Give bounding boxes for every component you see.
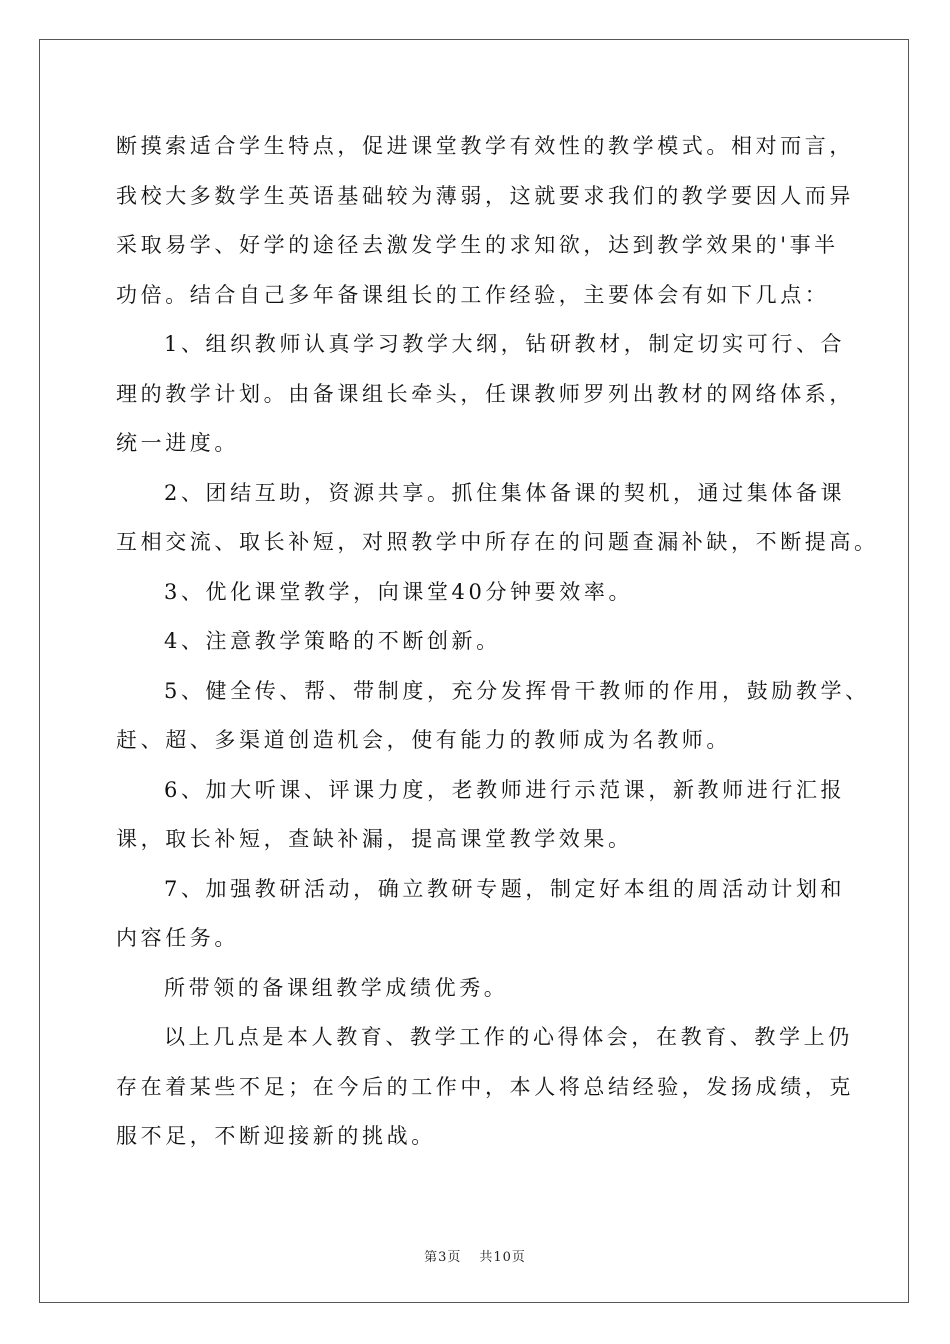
page-total: 共10页 xyxy=(479,1250,526,1265)
paragraph-item-7 xyxy=(116,865,856,964)
text-line: 7、加强教研活动，确立教研专题，制定好本组的周活动计划和 xyxy=(164,876,846,901)
paragraph-item-3 xyxy=(116,568,856,618)
text-line: 所带领的备课组教学成绩优秀。 xyxy=(164,975,509,1000)
text-line: 我校大多数学生英语基础较为薄弱，这就要求我们的教学要因人而异 xyxy=(116,183,854,208)
paragraph-results xyxy=(116,964,856,1014)
text-line: 服不足，不断迎接新的挑战。 xyxy=(116,1124,436,1148)
text-line: 采取易学、好学的途径去激发学生的求知欲，达到教学效果的'事半 xyxy=(116,233,839,257)
paragraph-item-1 xyxy=(116,320,856,469)
page-footer xyxy=(0,1246,950,1265)
page-number: 第3页 xyxy=(424,1250,462,1265)
text-line: 2、团结互助，资源共享。抓住集体备课的契机，通过集体备课 xyxy=(164,480,846,505)
text-line: 断摸索适合学生特点，促进课堂教学有效性的教学模式。相对而言， xyxy=(116,134,854,158)
text-line: 1、组织教师认真学习教学大纲，钻研教材，制定切实可行、合 xyxy=(164,332,846,356)
paragraph-item-6 xyxy=(116,766,856,865)
text-line: 课，取长补短，查缺补漏，提高课堂教学效果。 xyxy=(116,827,633,851)
text-line: 5、健全传、帮、带制度，充分发挥骨干教师的作用，鼓励教学、 xyxy=(164,678,870,703)
text-line: 赶、超、多渠道创造机会，使有能力的教师成为名教师。 xyxy=(116,728,731,752)
document-body xyxy=(116,122,879,1162)
text-line: 以上几点是本人教育、教学工作的心得体会，在教育、教学上仍 xyxy=(164,1025,853,1049)
text-line: 3、优化课堂教学，向课堂40分钟要效率。 xyxy=(164,579,634,604)
text-line: 6、加大听课、评课力度，老教师进行示范课，新教师进行汇报 xyxy=(164,777,846,802)
text-line: 4、注意教学策略的不断创新。 xyxy=(164,629,501,653)
text-line: 理的教学计划。由备课组长牵头，任课教师罗列出教材的网络体系， xyxy=(116,381,854,406)
text-line: 统一进度。 xyxy=(116,431,239,455)
paragraph-intro xyxy=(116,122,856,320)
text-line: 存在着某些不足；在今后的工作中，本人将总结经验，发扬成绩，克 xyxy=(116,1074,854,1099)
text-line: 内容任务。 xyxy=(116,926,239,950)
text-line: 功倍。结合自己多年备课组长的工作经验，主要体会有如下几点： xyxy=(116,282,830,307)
paragraph-conclusion xyxy=(116,1013,856,1162)
paragraph-item-2 xyxy=(116,469,879,568)
paragraph-item-4 xyxy=(116,617,856,667)
text-line: 互相交流、取长补短，对照教学中所存在的问题查漏补缺，不断提高。 xyxy=(116,530,879,554)
paragraph-item-5 xyxy=(116,667,870,766)
